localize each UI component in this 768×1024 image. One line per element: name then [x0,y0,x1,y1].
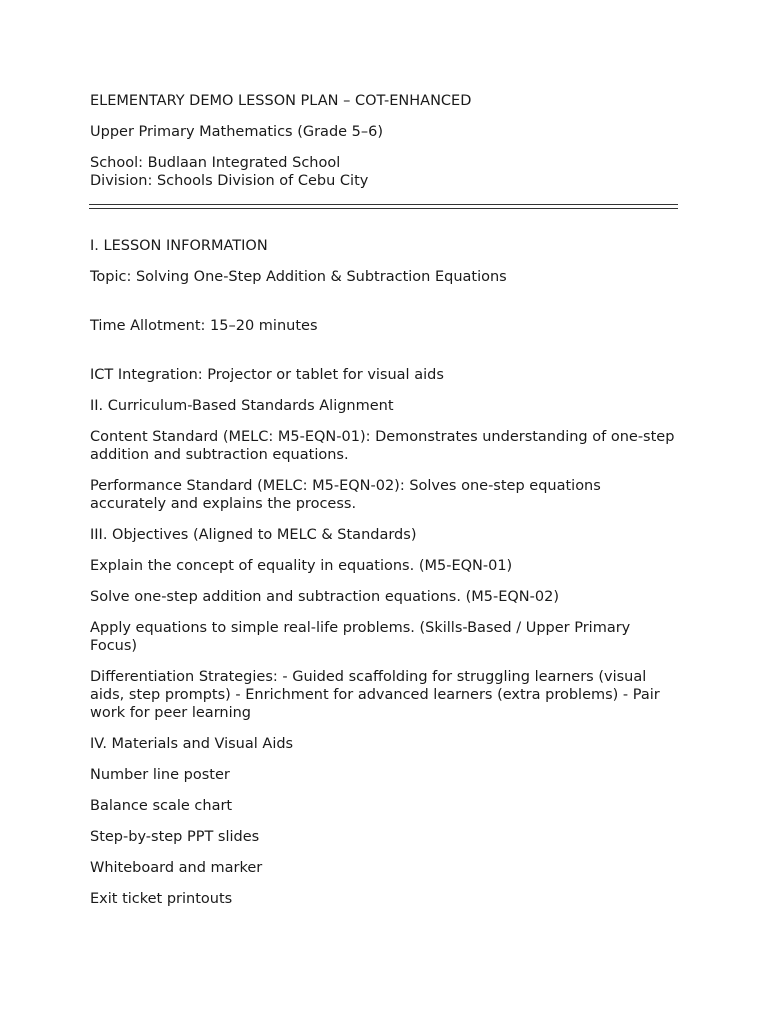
objective-item: Explain the concept of equality in equations. (M5-EQN-01) [90,558,513,574]
material-item: Number line poster [90,767,230,783]
school-line: School: Budlaan Integrated School [90,155,341,171]
material-item: Whiteboard and marker [90,860,263,876]
topic-line: Topic: Solving One-Step Addition & Subtraction Equations [90,269,507,285]
section-standards-heading: II. Curriculum-Based Standards Alignment [90,398,394,414]
performance-standard-paragraph: Performance Standard (MELC: M5-EQN-02): Solves one-step equations accurately and explains the process. [90,478,601,512]
material-item: Balance scale chart [90,798,233,814]
section-lesson-information-heading: I. LESSON INFORMATION [90,238,268,254]
division-line: Division: Schools Division of Cebu City [90,173,369,189]
ict-integration-line: ICT Integration: Projector or tablet for visual aids [90,367,444,383]
objective-item: Apply equations to simple real-life problems. (Skills-Based / Upper Primary Focus) [90,620,631,654]
header-divider [89,204,678,209]
objective-item: Solve one-step addition and subtraction equations. (M5-EQN-02) [90,589,559,605]
document-title: ELEMENTARY DEMO LESSON PLAN – COT-ENHANCED [90,93,472,109]
differentiation-strategies-paragraph: Differentiation Strategies: - Guided scaffolding for struggling learners (visual aids, step prompts) - Enrichment for advanced learners (extra problems) - Pair work for peer learning [90,669,660,721]
material-item: Exit ticket printouts [90,891,233,907]
section-materials-heading: IV. Materials and Visual Aids [90,736,294,752]
content-standard-paragraph: Content Standard (MELC: M5-EQN-01): Demonstrates understanding of one-step addition and subtraction equations. [90,429,675,463]
lesson-plan-document [90,92,680,921]
section-objectives-heading: III. Objectives (Aligned to MELC & Standards) [90,527,417,543]
time-allotment-line: Time Allotment: 15–20 minutes [90,318,318,334]
subject-line: Upper Primary Mathematics (Grade 5–6) [90,124,384,140]
material-item: Step-by-step PPT slides [90,829,260,845]
